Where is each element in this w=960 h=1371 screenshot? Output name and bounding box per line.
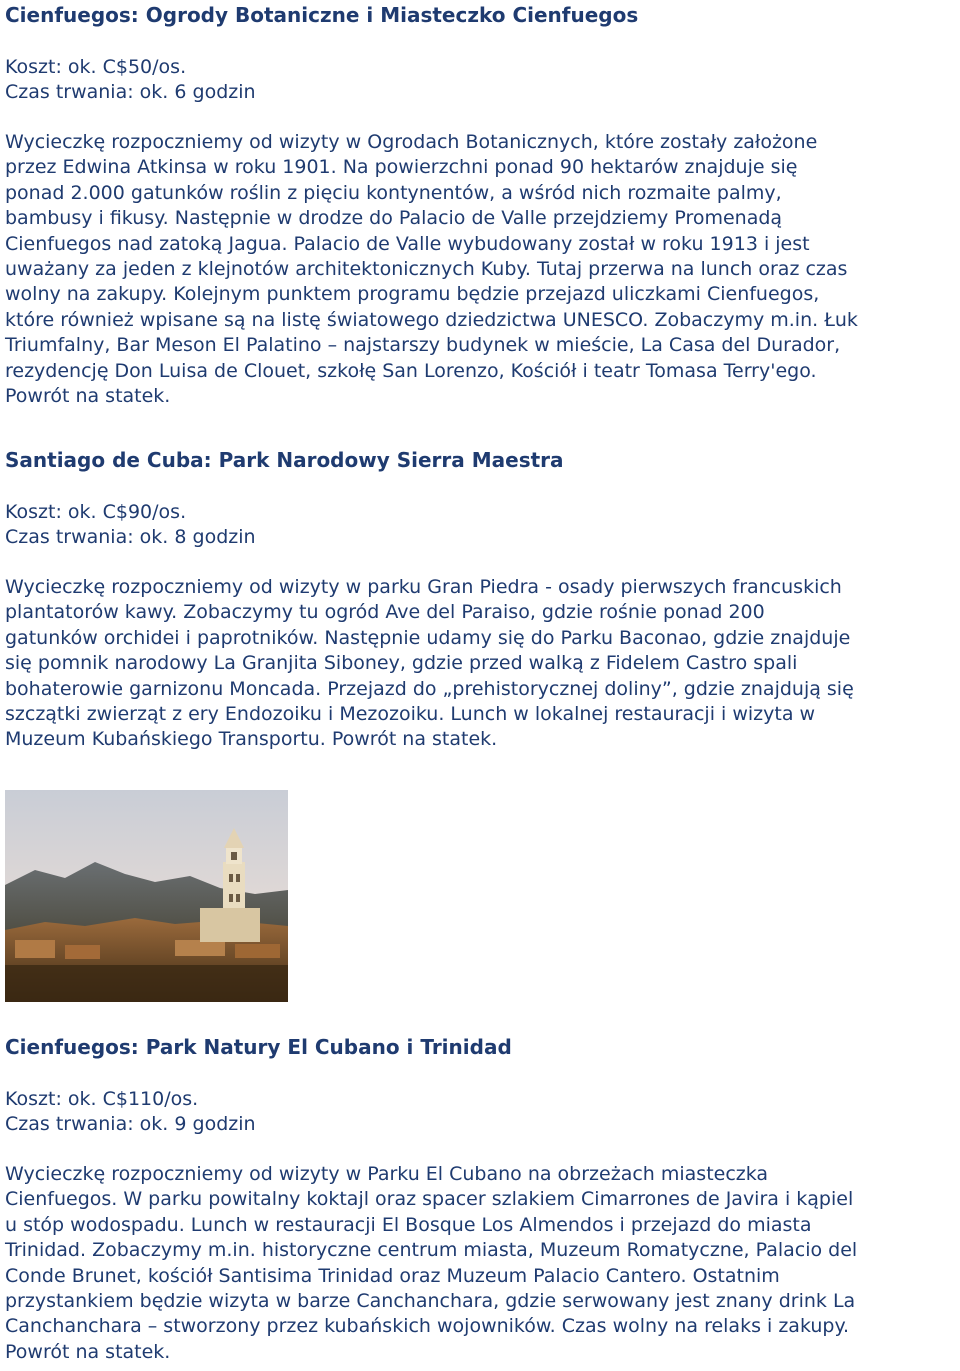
description-line: szczątki zwierząt z ery Endozoiku i Mezozoiku. Lunch w lokalnej restauracji i wizyta w — [5, 703, 816, 726]
tour-meta — [5, 500, 854, 550]
description-line: Trinidad. Zobaczymy m.in. historyczne centrum miasta, Muzeum Romatyczne, Palacio del — [5, 1239, 858, 1262]
tour-meta — [5, 55, 858, 105]
description-line: przystankiem będzie wizyta w barze Canchanchara, gdzie serwowany jest znany drink La — [5, 1290, 856, 1313]
description-line: Powrót na statek. — [5, 385, 171, 408]
tour-cost: Koszt: ok. C$90/os. — [5, 501, 187, 523]
description-line: wolny na zakupy. Kolejnym punktem programu będzie przejazd uliczkami Cienfuegos, — [5, 283, 820, 306]
description-line: Cienfuegos nad zatoką Jagua. Palacio de Valle wybudowany został w roku 1913 i jest — [5, 232, 810, 255]
photo-illustration — [5, 790, 288, 1002]
description-line: bohaterowie garnizonu Moncada. Przejazd do „prehistorycznej doliny”, gdzie znajdują się — [5, 677, 854, 700]
description-line: Powrót na statek. — [5, 1340, 171, 1363]
tour-duration: Czas trwania: ok. 6 godzin — [5, 81, 256, 103]
tour-section-el-cubano-trinidad — [5, 1032, 857, 1365]
description-line: Canchanchara – stworzony przez kubańskich wojowników. Czas wolny na relaks i zakupy. — [5, 1315, 850, 1338]
description-line: Wycieczkę rozpoczniemy od wizyty w Parku El Cubano na obrzeżach miasteczka — [5, 1163, 769, 1185]
tour-duration: Czas trwania: ok. 8 godzin — [5, 526, 256, 548]
tour-cost: Koszt: ok. C$50/os. — [5, 56, 187, 78]
tour-meta — [5, 1087, 857, 1137]
description-line: plantatorów kawy. Zobaczymy tu ogród Ave del Paraiso, gdzie rośnie ponad 200 — [5, 601, 765, 624]
description-line: uważany za jeden z klejnotów architektonicznych Kuby. Tutaj przerwa na lunch oraz czas — [5, 258, 848, 281]
description-line: Wycieczkę rozpoczniemy od wizyty w parku Gran Piedra - osady pierwszych francuskich — [5, 576, 842, 598]
tour-title: Cienfuegos: Ogrody Botaniczne i Miasteczko Cienfuegos — [5, 3, 639, 27]
tour-description — [5, 1162, 857, 1365]
tour-cost: Koszt: ok. C$110/os. — [5, 1088, 199, 1110]
tour-duration: Czas trwania: ok. 9 godzin — [5, 1113, 256, 1135]
description-line: gatunków orchidei i paprotników. Następnie udamy się do Parku Baconao, gdzie znajduje — [5, 626, 851, 649]
description-line: Cienfuegos. W parku powitalny koktajl oraz spacer szlakiem Cimarrones de Javira i kąpiel — [5, 1188, 854, 1211]
description-line: Triumfalny, Bar Meson El Palatino – najstarszy budynek w mieście, La Casa del Durador, — [5, 334, 841, 357]
tour-section-cienfuegos-gardens — [5, 0, 858, 409]
tour-description — [5, 130, 858, 409]
tour-description — [5, 575, 854, 753]
description-line: bambusy i fikusy. Następnie w drodze do Palacio de Valle przejdziemy Promenadą — [5, 207, 783, 230]
description-line: rezydencję Don Luisa de Clouet, szkołę San Lorenzo, Kościół i teatr Tomasa Terry'ego. — [5, 359, 817, 382]
trinidad-bell-tower-photo — [5, 790, 288, 1002]
description-line: które również wpisane są na listę światowego dziedzictwa UNESCO. Zobaczymy m.in. Łuk — [5, 308, 858, 331]
description-line: Muzeum Kubańskiego Transportu. Powrót na statek. — [5, 728, 498, 751]
description-line: u stóp wodospadu. Lunch w restauracji El Bosque Los Almendos i przejazd do miasta — [5, 1213, 812, 1236]
description-line: się pomnik narodowy La Granjita Siboney, gdzie przed walką z Fidelem Castro spali — [5, 652, 798, 675]
tour-title: Cienfuegos: Park Natury El Cubano i Trinidad — [5, 1035, 512, 1059]
tour-section-santiago-sierra-maestra — [5, 445, 854, 753]
tour-title: Santiago de Cuba: Park Narodowy Sierra Maestra — [5, 448, 564, 472]
description-line: Conde Brunet, kościół Santisima Trinidad oraz Muzeum Palacio Cantero. Ostatnim — [5, 1264, 780, 1287]
description-line: przez Edwina Atkinsa w roku 1901. Na powierzchni ponad 90 hektarów znajduje się — [5, 156, 798, 179]
description-line: ponad 2.000 gatunków roślin z pięciu kontynentów, a wśród nich rozmaite palmy, — [5, 181, 782, 204]
description-line: Wycieczkę rozpoczniemy od wizyty w Ogrodach Botanicznych, które zostały założone — [5, 131, 818, 153]
